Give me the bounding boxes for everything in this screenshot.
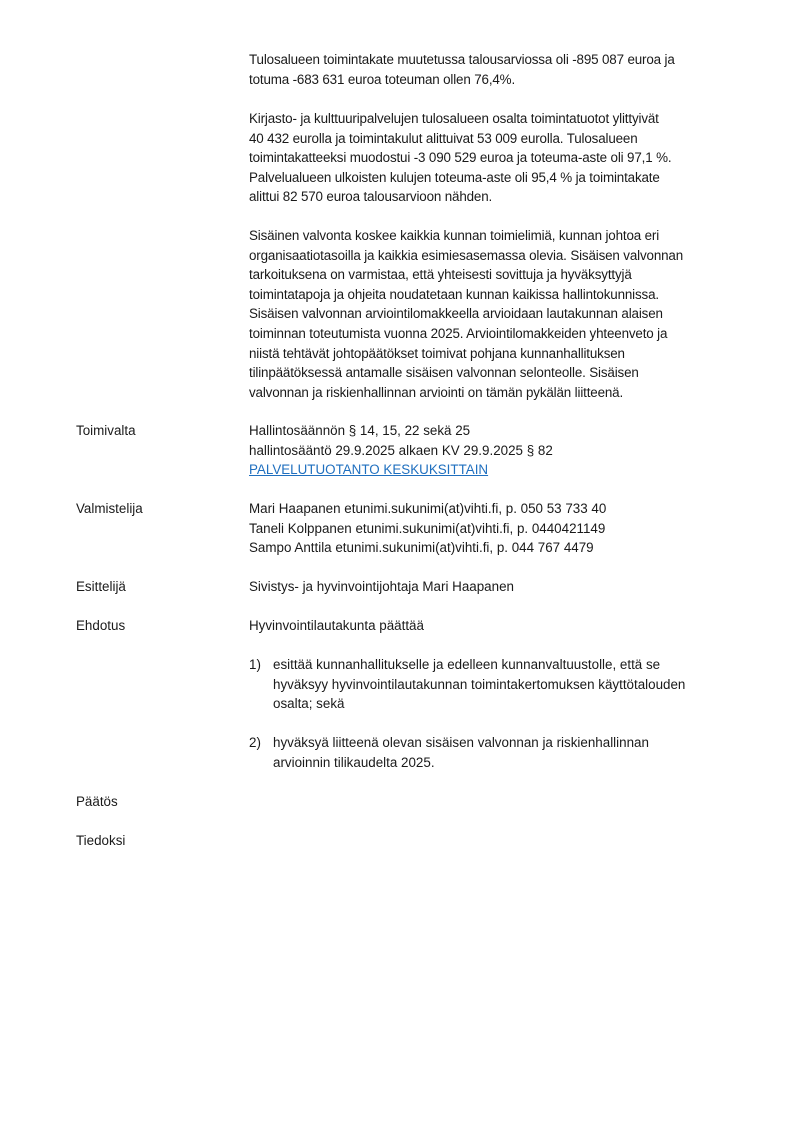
- tiedoksi-label: Tiedoksi: [76, 833, 126, 848]
- paragraph-line: toiminnan toteutumista vuonna 2025. Arviointilomakkeiden yhteenveto ja: [249, 325, 668, 341]
- paragraph-line: valvonnan ja riskienhallinnan arviointi on tämän pykälän liitteenä.: [249, 384, 624, 400]
- paragraph-line: Sisäinen valvonta koskee kaikkia kunnan toimielimiä, kunnan johtoa eri: [249, 228, 660, 243]
- toimivalta-line: Hallintosäännön § 14, 15, 22 sekä 25: [249, 423, 471, 438]
- esittelija-label: Esittelijä: [76, 579, 126, 594]
- list-line: hyväksyä liitteenä olevan sisäisen valvonnan ja riskienhallinnan: [273, 735, 649, 750]
- list-line: hyväksyy hyvinvointilautakunnan toimintakertomuksen käyttötalouden: [273, 676, 686, 692]
- list-text: [273, 733, 739, 772]
- paragraph-line: toimintatapoja ja ohjeita noudatetaan kunnan kaikissa hallintokunnissa.: [249, 286, 659, 302]
- list-number: 1): [249, 657, 261, 672]
- paragraph-line: tarkoituksena on varmistaa, että yhteisesti sovittuja ja hyväksyttyjä: [249, 267, 632, 283]
- preparer-contact: Mari Haapanen etunimi.sukunimi(at)vihti.fi, p. 050 53 733 40: [249, 501, 607, 516]
- list-text: [273, 655, 739, 714]
- toimivalta-section: [249, 421, 739, 480]
- paragraph-line: toimintakatteeksi muodostui -3 090 529 euroa ja toteuma-aste oli 97,1 %.: [249, 150, 672, 166]
- palvelutuotanto-link[interactable]: PALVELUTUOTANTO KESKUKSITTAIN: [249, 462, 489, 478]
- paragraph-line: totuma -683 631 euroa toteuman ollen 76,4%.: [249, 71, 516, 87]
- ehdotus-label: Ehdotus: [76, 618, 126, 633]
- valmistelija-label: Valmistelija: [76, 501, 143, 516]
- paragraph-line: niistä tehtävät johtopäätökset toimivat pohjana kunnanhallituksen: [249, 345, 625, 361]
- paragraph-line: Sisäisen valvonnan arviointilomakkeella arvioidaan lautakunnan alaisen: [249, 306, 663, 322]
- paragraph-line: organisaatiotasoilla ja kaikkia esimiesasemassa olevia. Sisäisen valvonnan: [249, 247, 684, 263]
- toimivalta-line: hallintosääntö 29.9.2025 alkaen KV 29.9.2025 § 82: [249, 442, 553, 458]
- library-culture-paragraph: [249, 109, 739, 207]
- preparer-contact: Taneli Kolppanen etunimi.sukunimi(at)vihti.fi, p. 0440421149: [249, 520, 606, 536]
- valmistelija-section: [249, 499, 739, 558]
- preparer-contact: Sampo Anttila etunimi.sukunimi(at)vihti.fi, p. 044 767 4479: [249, 540, 594, 556]
- paragraph-line: alittui 82 570 euroa talousarvioon nähden.: [249, 189, 493, 205]
- list-line: osalta; sekä: [273, 696, 345, 712]
- ehdotus-text: Hyvinvointilautakunta päättää: [249, 618, 424, 633]
- paragraph-line: tilinpäätöksessä antamalle sisäisen valvonnan selonteolle. Sisäisen: [249, 365, 639, 381]
- list-line: arvioinnin tilikaudelta 2025.: [273, 754, 435, 770]
- paragraph-line: Kirjasto- ja kulttuuripalvelujen tulosalueen osalta toimintatuotot ylittyivät: [249, 111, 659, 126]
- esittelija-text: Sivistys- ja hyvinvointijohtaja Mari Haapanen: [249, 579, 514, 594]
- paatos-label: Päätös: [76, 794, 118, 809]
- list-line: esittää kunnanhallitukselle ja edelleen kunnanvaltuustolle, että se: [273, 657, 661, 672]
- toimivalta-label: Toimivalta: [76, 423, 136, 438]
- paragraph-line: Palvelualueen ulkoisten kulujen toteuma-aste oli 95,4 % ja toimintakate: [249, 169, 660, 185]
- internal-control-paragraph: [249, 226, 739, 402]
- budget-summary-paragraph: [249, 50, 739, 89]
- paragraph-line: 40 432 eurolla ja toimintakulut alittuivat 53 009 eurolla. Tulosalueen: [249, 130, 638, 146]
- list-number: 2): [249, 735, 261, 750]
- paragraph-line: Tulosalueen toimintakate muutetussa talousarviossa oli -895 087 euroa ja: [249, 52, 675, 67]
